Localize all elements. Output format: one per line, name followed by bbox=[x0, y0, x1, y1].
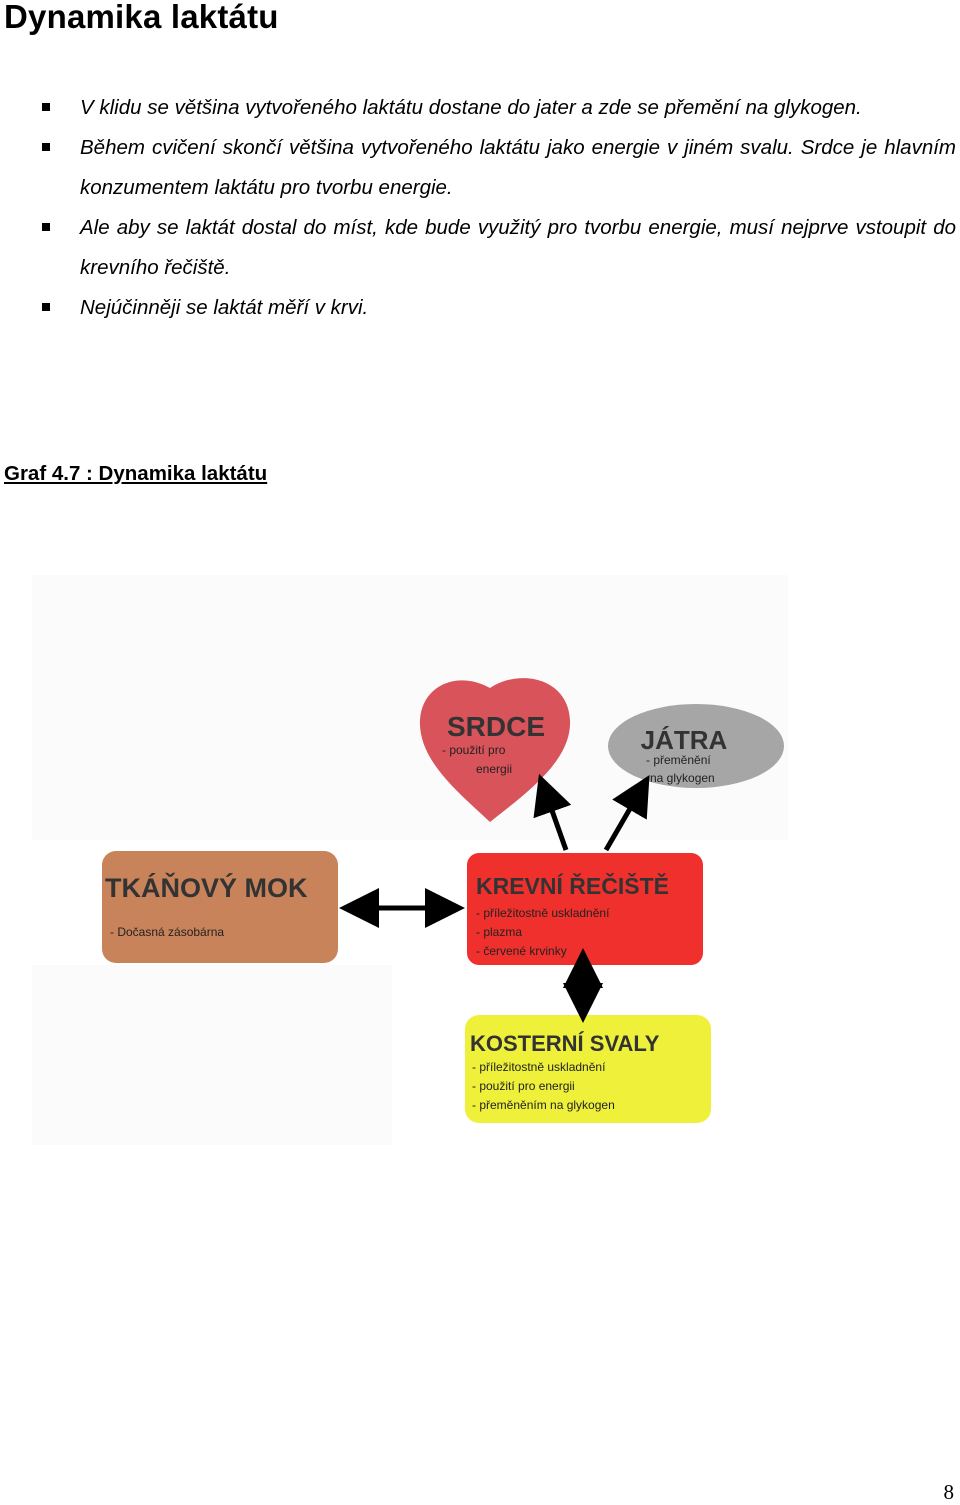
skeletal-muscles-line: - použití pro energii bbox=[472, 1079, 575, 1093]
square-bullet-icon bbox=[42, 143, 50, 151]
bullet-item bbox=[0, 208, 960, 288]
bullet-text: Ale aby se laktát dostal do míst, kde bude využitý pro tvorbu energie, musí nejprve vstoupit do krevního řečiště. bbox=[80, 216, 956, 279]
lactate-diagram bbox=[0, 560, 960, 1160]
tissue-fluid-title: TKÁŇOVÝ MOK bbox=[105, 873, 308, 903]
blood-stream-line: - plazma bbox=[476, 925, 523, 939]
liver-line: na glykogen bbox=[650, 771, 715, 785]
bullet-item bbox=[0, 88, 960, 128]
heart-line: - použití pro bbox=[442, 743, 506, 757]
square-bullet-icon bbox=[42, 303, 50, 311]
skeletal-muscles-line: - příležitostně uskladnění bbox=[472, 1060, 606, 1074]
liver-node bbox=[608, 704, 784, 788]
square-bullet-icon bbox=[42, 223, 50, 231]
heart-line: energii bbox=[476, 762, 513, 776]
tissue-fluid-box bbox=[102, 851, 338, 963]
background-panel bbox=[32, 965, 392, 1145]
heart-title: SRDCE bbox=[446, 711, 546, 742]
bullet-item bbox=[0, 288, 960, 328]
square-bullet-icon bbox=[42, 103, 50, 111]
tissue-fluid-node bbox=[102, 851, 338, 963]
figure-caption: Graf 4.7 : Dynamika laktátu bbox=[4, 462, 268, 485]
blood-stream-line: - příležitostně uskladnění bbox=[476, 906, 610, 920]
liver-title: JÁTRA bbox=[640, 725, 728, 755]
skeletal-muscles-line: - přeměněním na glykogen bbox=[472, 1098, 615, 1112]
page-title: Dynamika laktátu bbox=[4, 0, 279, 35]
bullet-text: Během cvičení skončí většina vytvořeného laktátu jako energie v jiném svalu. Srdce je hlavním konzumentem laktátu pro tvorbu energie. bbox=[80, 136, 956, 199]
skeletal-muscles-node bbox=[465, 1015, 711, 1123]
skeletal-muscles-title: KOSTERNÍ SVALY bbox=[470, 1031, 660, 1056]
tissue-fluid-line: - Dočasná zásobárna bbox=[110, 925, 225, 939]
bullet-text: Nejúčinněji se laktát měří v krvi. bbox=[80, 296, 369, 319]
diagram-svg bbox=[0, 560, 960, 1160]
blood-stream-line: - červené krvinky bbox=[476, 944, 567, 958]
page-number: 8 bbox=[943, 1480, 954, 1504]
blood-stream-title: KREVNÍ ŘEČIŠTĚ bbox=[476, 873, 669, 899]
bullet-item bbox=[0, 128, 960, 208]
liver-line: - přeměnění bbox=[646, 753, 711, 767]
bullet-text: V klidu se většina vytvořeného laktátu dostane do jater a zde se přemění na glykogen. bbox=[80, 96, 862, 119]
bullet-list bbox=[0, 88, 960, 328]
blood-stream-node bbox=[467, 853, 703, 965]
